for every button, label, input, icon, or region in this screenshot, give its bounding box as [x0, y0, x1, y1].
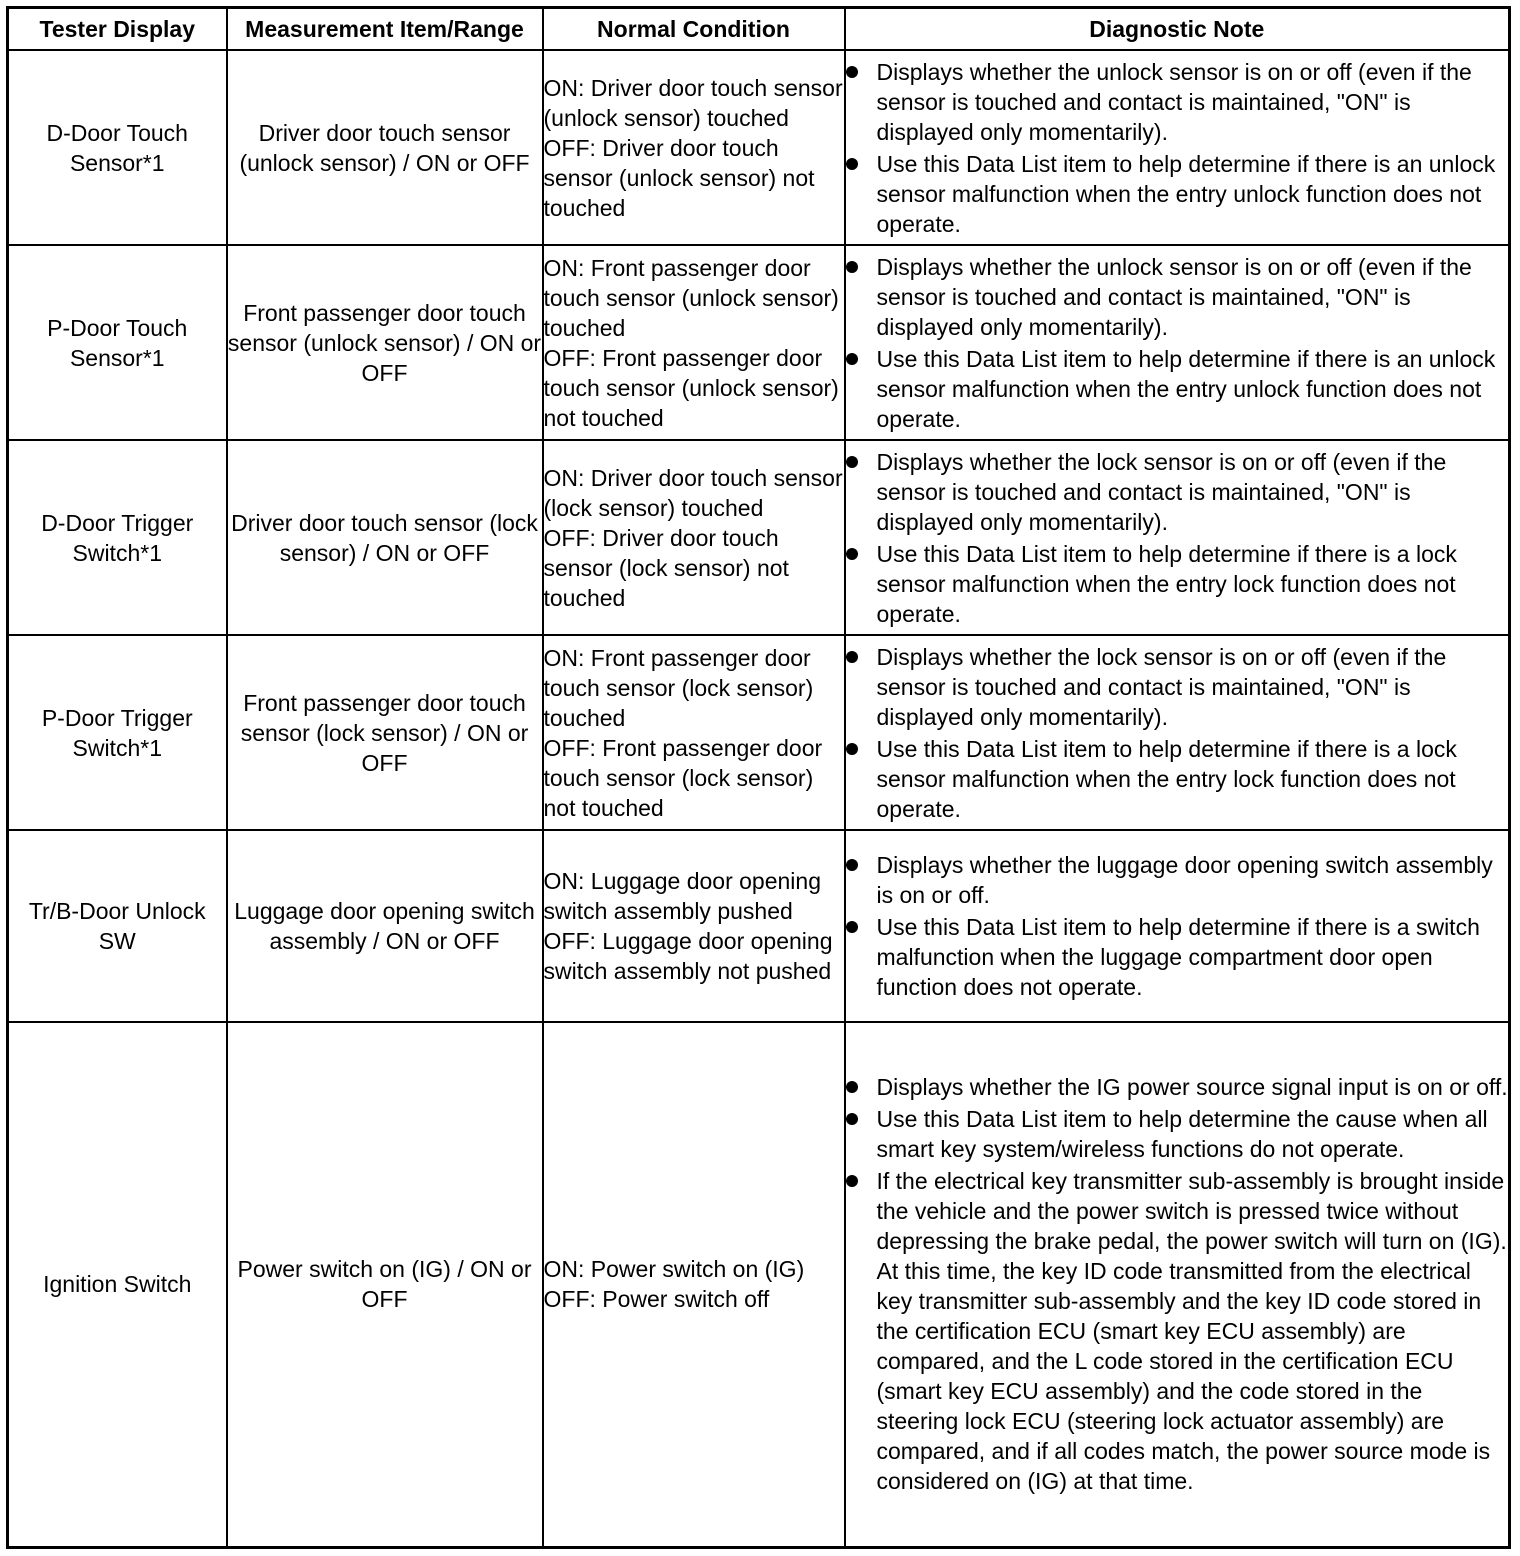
bullet-icon: [846, 66, 858, 78]
note-text: Displays whether the IG power source signal input is on or off.: [876, 1074, 1508, 1101]
note-item: [846, 447, 1509, 537]
note-text: Use this Data List item to help determine if there is a switch malfunction when the luggage compartment door open function does not operate.: [876, 914, 1480, 1000]
bullet-icon: [846, 1113, 858, 1125]
note-item: [846, 252, 1509, 342]
note-list: [846, 642, 1509, 824]
note-text: Displays whether the unlock sensor is on or off (even if the sensor is touched and contact is maintained, "ON" is displayed only momentarily).: [876, 253, 1472, 340]
note-text: Displays whether the luggage door opening switch assembly is on or off.: [876, 852, 1493, 908]
tester-display-cell: Tr/B-Door Unlock SW: [8, 830, 227, 1022]
note-item: [846, 850, 1509, 910]
measurement-cell: Luggage door opening switch assembly / ON or OFF: [227, 830, 543, 1022]
table-row: [8, 830, 1510, 1022]
table-row: [8, 1022, 1510, 1547]
normal-on-text: ON: Driver door touch sensor (unlock sensor) touched: [543, 74, 843, 131]
tester-display-cell: D-Door Touch Sensor*1: [8, 50, 227, 245]
tester-display-cell: P-Door Trigger Switch*1: [8, 635, 227, 830]
table-row: [8, 245, 1510, 440]
note-list: [846, 57, 1509, 239]
normal-off-text: OFF: Driver door touch sensor (lock sensor) not touched: [543, 524, 789, 611]
header-normal-condition: Normal Condition: [543, 8, 845, 51]
bullet-icon: [846, 456, 858, 468]
table-header-row: [8, 8, 1510, 51]
note-text: Displays whether the lock sensor is on or off (even if the sensor is touched and contact is maintained, "ON" is displayed only momentarily).: [876, 643, 1447, 730]
bullet-icon: [846, 353, 858, 365]
header-measurement-item: Measurement Item/Range: [227, 8, 543, 51]
normal-condition-cell: [543, 830, 845, 1022]
note-item: [846, 57, 1509, 147]
tester-display-cell: D-Door Trigger Switch*1: [8, 440, 227, 635]
tester-display-cell: P-Door Touch Sensor*1: [8, 245, 227, 440]
bullet-icon: [846, 859, 858, 871]
normal-condition-cell: [543, 1022, 845, 1547]
note-item: [846, 912, 1509, 1002]
diagnostic-note-cell: [845, 440, 1510, 635]
note-text: Use this Data List item to help determine if there is a lock sensor malfunction when the entry lock function does not operate.: [876, 735, 1457, 822]
normal-off-text: OFF: Luggage door opening switch assembly not pushed: [543, 928, 833, 984]
note-text: Use this Data List item to help determine if there is an unlock sensor malfunction when the entry unlock function does not operate.: [876, 150, 1496, 237]
note-item: [846, 642, 1509, 732]
normal-condition-cell: [543, 245, 845, 440]
bullet-icon: [846, 743, 858, 755]
normal-off-text: OFF: Driver door touch sensor (unlock sensor) not touched: [543, 134, 815, 221]
note-item: [846, 539, 1509, 629]
bullet-icon: [846, 548, 858, 560]
table-row: [8, 440, 1510, 635]
bullet-icon: [846, 1175, 858, 1187]
measurement-cell: Driver door touch sensor (lock sensor) / ON or OFF: [227, 440, 543, 635]
note-text: Use this Data List item to help determine if there is an unlock sensor malfunction when the entry unlock function does not operate.: [876, 345, 1496, 432]
note-list: [846, 1072, 1509, 1496]
tester-display-cell: Ignition Switch: [8, 1022, 227, 1547]
normal-condition-cell: [543, 50, 845, 245]
measurement-cell: Driver door touch sensor (unlock sensor) / ON or OFF: [227, 50, 543, 245]
note-text: Displays whether the lock sensor is on or off (even if the sensor is touched and contact is maintained, "ON" is displayed only momentarily).: [876, 448, 1447, 535]
diagnostic-note-cell: [845, 50, 1510, 245]
note-text: If the electrical key transmitter sub-assembly is brought inside the vehicle and the power switch is pressed twice without depressing the brake pedal, the power switch will turn on (IG). At this time, the key ID code transmitted from the electrical key transmitter sub-assembly and the key ID code stored in the certification ECU (smart key ECU assembly) are compared, and the L code stored in the certification ECU (smart key ECU assembly) and the code stored in the steering lock ECU (steering lock actuator assembly) are compared, and if all codes match, the power source mode is considered on (IG) at that time.: [876, 1168, 1507, 1495]
normal-off-text: OFF: Front passenger door touch sensor (unlock sensor) not touched: [543, 344, 839, 431]
diagnostic-note-cell: [845, 830, 1510, 1022]
normal-on-text: ON: Front passenger door touch sensor (lock sensor) touched: [543, 644, 814, 731]
note-list: [846, 252, 1509, 434]
table-row: [8, 50, 1510, 245]
normal-condition-cell: [543, 635, 845, 830]
normal-on-text: ON: Luggage door opening switch assembly pushed: [543, 868, 821, 924]
note-item: [846, 344, 1509, 434]
note-list: [846, 447, 1509, 629]
table-row: [8, 635, 1510, 830]
note-item: [846, 1072, 1509, 1102]
normal-off-text: OFF: Front passenger door touch sensor (lock sensor) not touched: [543, 734, 823, 821]
bullet-icon: [846, 158, 858, 170]
diagnostic-note-cell: [845, 635, 1510, 830]
bullet-icon: [846, 1081, 858, 1093]
measurement-cell: Power switch on (IG) / ON or OFF: [227, 1022, 543, 1547]
header-diagnostic-note: Diagnostic Note: [845, 8, 1510, 51]
normal-on-text: ON: Driver door touch sensor (lock sensor) touched: [543, 464, 843, 521]
note-item: [846, 149, 1509, 239]
measurement-cell: Front passenger door touch sensor (unlock sensor) / ON or OFF: [227, 245, 543, 440]
note-item: [846, 734, 1509, 824]
diagnostic-note-cell: [845, 245, 1510, 440]
bullet-icon: [846, 651, 858, 663]
bullet-icon: [846, 921, 858, 933]
note-text: Use this Data List item to help determine the cause when all smart key system/wireless functions do not operate.: [876, 1106, 1488, 1163]
normal-on-text: ON: Front passenger door touch sensor (unlock sensor) touched: [543, 254, 839, 341]
header-tester-display: Tester Display: [8, 8, 227, 51]
normal-condition-cell: [543, 440, 845, 635]
bullet-icon: [846, 261, 858, 273]
note-text: Displays whether the unlock sensor is on or off (even if the sensor is touched and contact is maintained, "ON" is displayed only momentarily).: [876, 58, 1472, 145]
note-item: [846, 1166, 1509, 1496]
diagnostic-note-cell: [845, 1022, 1510, 1547]
note-text: Use this Data List item to help determine if there is a lock sensor malfunction when the entry lock function does not operate.: [876, 540, 1457, 627]
note-item: [846, 1104, 1509, 1164]
measurement-cell: Front passenger door touch sensor (lock sensor) / ON or OFF: [227, 635, 543, 830]
note-list: [846, 850, 1509, 1002]
data-list-table: [6, 6, 1511, 1549]
normal-off-text: OFF: Power switch off: [543, 1286, 770, 1313]
normal-on-text: ON: Power switch on (IG): [543, 1256, 805, 1283]
